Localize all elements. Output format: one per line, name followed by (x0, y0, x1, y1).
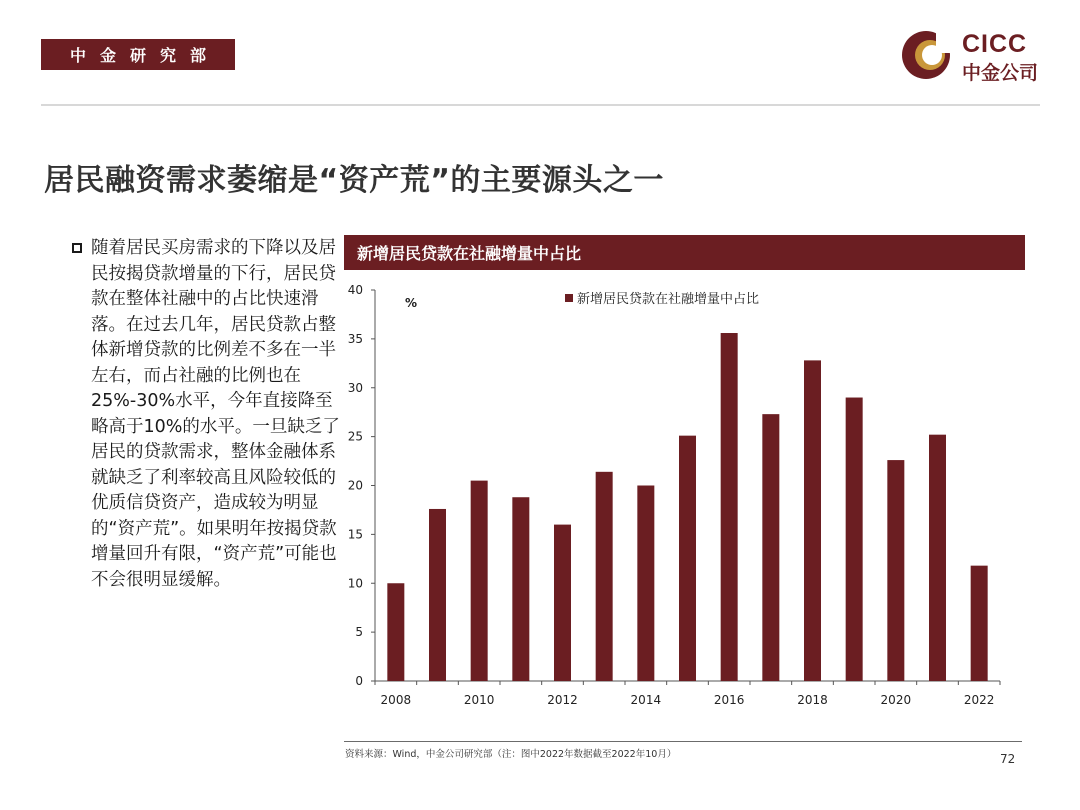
bar (512, 497, 529, 681)
bar (762, 414, 779, 681)
y-tick-label: 40 (347, 283, 363, 297)
y-unit-label: % (405, 296, 418, 310)
page-number: 72 (1000, 752, 1016, 766)
bar (971, 566, 988, 681)
x-tick-label: 2012 (547, 693, 578, 707)
bar (679, 436, 696, 681)
y-tick-label: 35 (347, 331, 363, 346)
x-tick-label: 2022 (963, 693, 995, 707)
source-divider (344, 741, 1022, 742)
chart-header: 新增居民贷款在社融增量中占比 (344, 235, 1025, 270)
x-tick-label: 2008 (380, 693, 412, 707)
bullet-text: 随着居民买房需求的下降以及居民按揭贷款增量的下行，居民贷款在整体社融中的占比快速滑落。在过去几年，居民贷款占整体新增贷款的比例差不多在一半左右，而占社融的比例也在25%-30%水平，今年直接降至略高于10%的水平。一旦缺乏了居民的贷款需求，整体金融体系就缺乏了利率较高且风险较低的优质信贷资产，造成较为明显的“资产荒”。如果明年按揭贷款增量回升有限，“资产荒”可能也不会很明显缓解。 (91, 238, 340, 590)
bar (929, 435, 946, 681)
bar (596, 472, 613, 681)
x-tick-label: 2014 (630, 693, 662, 707)
y-tick-label: 15 (347, 527, 363, 542)
header-divider (41, 104, 1040, 106)
x-tick-label: 2018 (797, 693, 828, 707)
cicc-logo (900, 29, 1045, 84)
y-tick-label: 10 (347, 576, 363, 591)
y-tick-label: 25 (347, 429, 363, 444)
department-badge: 中金研究部 (41, 39, 235, 70)
x-tick-label: 2016 (713, 693, 745, 707)
bar (721, 333, 738, 681)
bar (471, 481, 488, 681)
y-tick-label: 30 (347, 380, 363, 395)
x-tick-label: 2020 (880, 693, 912, 707)
bar (387, 583, 404, 681)
legend-swatch (565, 294, 573, 302)
source-note: 资料来源：Wind，中金公司研究部（注：图中2022年数据截至2022年10月） (345, 749, 677, 760)
y-tick-label: 20 (347, 478, 363, 493)
logo-text-en: CICC (962, 30, 1028, 58)
bar (804, 360, 821, 681)
bar (429, 509, 446, 681)
bar (887, 460, 904, 681)
slide-title: 居民融资需求萎缩是“资产荒”的主要源头之一 (44, 163, 664, 198)
bullet-point (72, 236, 340, 593)
x-tick-label: 2010 (463, 693, 495, 707)
bar-chart (330, 278, 1030, 718)
bar (637, 486, 654, 682)
y-tick-label: 5 (355, 625, 363, 640)
bar (846, 398, 863, 681)
bar (554, 525, 571, 681)
logo-text-cn: 中金公司 (962, 62, 1039, 84)
y-tick-label: 0 (355, 674, 363, 688)
square-bullet-icon (72, 243, 82, 253)
cicc-logo-icon (900, 29, 952, 81)
legend-label: 新增居民贷款在社融增量中占比 (577, 292, 760, 307)
